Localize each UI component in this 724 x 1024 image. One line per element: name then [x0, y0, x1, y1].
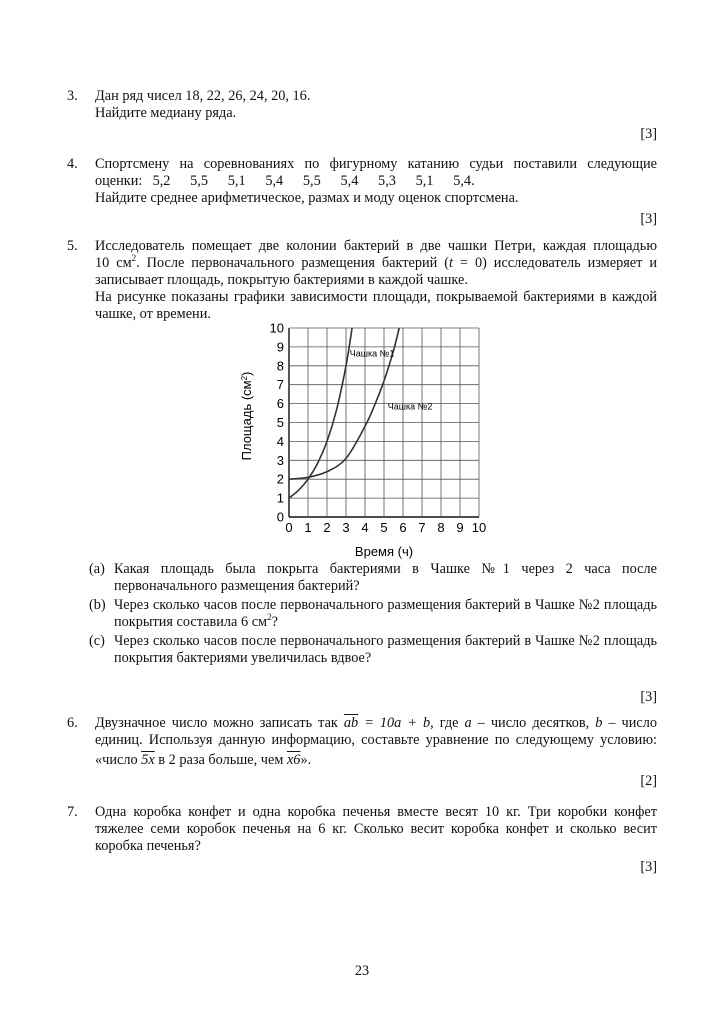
x-tick-label: 10 — [471, 520, 487, 535]
question-text: Найдите среднее арифметическое, размах и моду оценок спортсмена. — [95, 190, 519, 206]
y-tick-label: 4 — [276, 433, 284, 449]
question-6 — [67, 715, 657, 790]
x-tick-label: 3 — [342, 520, 350, 535]
y-tick-label: 9 — [276, 339, 284, 355]
number-5x: 5x — [141, 752, 155, 768]
score-value: 5,1 — [415, 173, 434, 189]
question-number: 6. — [67, 715, 78, 731]
question-text: Исследователь помещает две колонии бактерий в две чашки Петри, каждая площадью — [95, 238, 657, 254]
y-tick-label: 7 — [276, 377, 284, 393]
score-mark: [3] — [640, 126, 657, 142]
question-number: 5. — [67, 238, 78, 254]
question-text: чашке, от времени. — [95, 306, 211, 322]
y-tick-label: 0 — [276, 509, 284, 525]
y-tick-label: 6 — [276, 396, 284, 412]
question-5-parts — [67, 561, 657, 706]
score-mark: [2] — [640, 773, 657, 789]
question-text — [95, 715, 657, 732]
x-tick-label: 7 — [418, 520, 426, 535]
x-tick-label: 4 — [361, 520, 369, 535]
text-run: «число — [95, 752, 142, 768]
score-value: 5,5 — [302, 173, 321, 189]
x-tick-label: 8 — [437, 520, 445, 535]
chart-labels — [350, 348, 433, 411]
variable-a: a — [464, 715, 472, 731]
y-axis-label: Площадь $(см^2)$ — [239, 371, 254, 461]
subquestion-label: (c) — [89, 633, 105, 649]
score-value: 5,4 — [265, 173, 284, 189]
question-text: Найдите медиану ряда. — [95, 105, 237, 121]
text-run: = 0) исследователь измеряет и — [452, 255, 657, 271]
text-run: Через сколько часов после первоначального размещения бактерий в Чашке №2 площадь покрытия составила 6 см — [114, 597, 657, 630]
score-value: 5,3 — [378, 173, 396, 189]
formula-ab: $\overline{ab}$ — [343, 715, 359, 731]
x-tick-label: 2 — [323, 520, 331, 535]
question-text: записывает площадь, покрытую бактериями в каждой чашке. — [95, 272, 468, 288]
variable-t: t — [449, 255, 453, 271]
question-text: Спортсмену на соревнованиях по фигурному катанию судьи поставили следующие — [95, 156, 657, 172]
question-text: коробка печенья? — [95, 838, 201, 854]
score-value: 5,1 — [227, 173, 246, 189]
text-run: . После первоначального размещения бактерий ( — [136, 255, 449, 271]
y-tick-label: 10 — [269, 320, 284, 336]
question-text: Одна коробка конфет и одна коробка печенья вместе весят 10 кг. Три коробки конфет — [95, 804, 657, 820]
text-run: – число — [602, 715, 657, 731]
page-number: 23 — [354, 963, 370, 979]
text-run: в 2 раза больше, чем — [154, 752, 287, 768]
score-value: 5,4. — [453, 173, 475, 189]
x-tick-label: 0 — [285, 520, 293, 535]
score-value: 5,5 — [190, 173, 209, 189]
scores-prefix: оценки: — [95, 173, 143, 189]
subquestion-text — [114, 597, 657, 631]
score-mark: [3] — [640, 859, 657, 875]
question-number: 3. — [67, 88, 78, 104]
scores-line — [95, 173, 657, 190]
score-mark: [3] — [640, 211, 657, 227]
superscript: 2 — [131, 253, 137, 264]
question-number: 7. — [67, 804, 78, 820]
question-text: Дан ряд чисел 18, 22, 26, 24, 20, 16. — [95, 88, 311, 104]
subquestion-b — [89, 597, 657, 631]
subquestion-text: Через сколько часов после первоначального размещения бактерий в Чашке №2 площадь покрытия бактериями увеличилась вдвое? — [114, 633, 657, 666]
text-run: ». — [300, 752, 312, 768]
text-run: – число десятков, — [471, 715, 596, 731]
question-4 — [67, 156, 657, 228]
question-7 — [67, 804, 657, 876]
text-run: ? — [271, 614, 278, 630]
score-value: 5,2 — [152, 173, 171, 189]
text-run: Двузначное число можно записать так — [95, 715, 344, 731]
question-number: 4. — [67, 156, 78, 172]
x-tick-label: 6 — [399, 520, 407, 535]
text-run: 10 см — [95, 255, 132, 271]
y-tick-label: 2 — [276, 471, 284, 487]
variable-b: b — [595, 715, 603, 731]
question-3 — [67, 88, 657, 143]
question-text — [95, 752, 657, 769]
x-tick-label: 9 — [456, 520, 464, 535]
y-tick-label: 8 — [276, 358, 284, 374]
bacteria-growth-chart — [235, 320, 495, 560]
question-text: тяжелее семи коробок печенья на 6 кг. Сколько весит коробка конфет и сколько весит — [95, 821, 657, 837]
x-axis-label: Время (ч) — [354, 544, 414, 559]
subquestion-a — [89, 561, 657, 595]
question-text: На рисунке показаны графики зависимости площади, покрываемой бактериями в каждой — [95, 289, 657, 305]
subquestion-c — [89, 633, 657, 667]
subquestion-label: (b) — [89, 597, 106, 613]
series-label-2: Чашка №2 — [387, 401, 433, 412]
y-tick-label: 1 — [276, 490, 284, 506]
y-tick-label: 3 — [276, 452, 284, 468]
score-value: 5,4 — [340, 173, 359, 189]
question-text — [95, 255, 657, 272]
subquestion-label: (a) — [89, 561, 105, 577]
subquestion-text: Какая площадь была покрыта бактериями в Чашке №1 через 2 часа после первоначального размещения бактерий? — [114, 561, 657, 594]
superscript: 2 — [267, 612, 272, 623]
x-tick-label: 1 — [304, 520, 312, 535]
text-run: , где — [430, 715, 465, 731]
y-tick-label: 5 — [276, 415, 284, 430]
formula-rest: = 10a + b — [358, 715, 431, 731]
question-text: единиц. Используя данную информацию, составьте уравнение по следующему условию: — [95, 732, 657, 748]
series-label-1: Чашка №1 — [349, 348, 395, 359]
score-mark: [3] — [640, 689, 657, 705]
x-tick-label: 5 — [380, 520, 388, 535]
number-x6: x6 — [286, 752, 301, 768]
question-5 — [67, 238, 657, 323]
series-curve-1 — [289, 328, 352, 498]
